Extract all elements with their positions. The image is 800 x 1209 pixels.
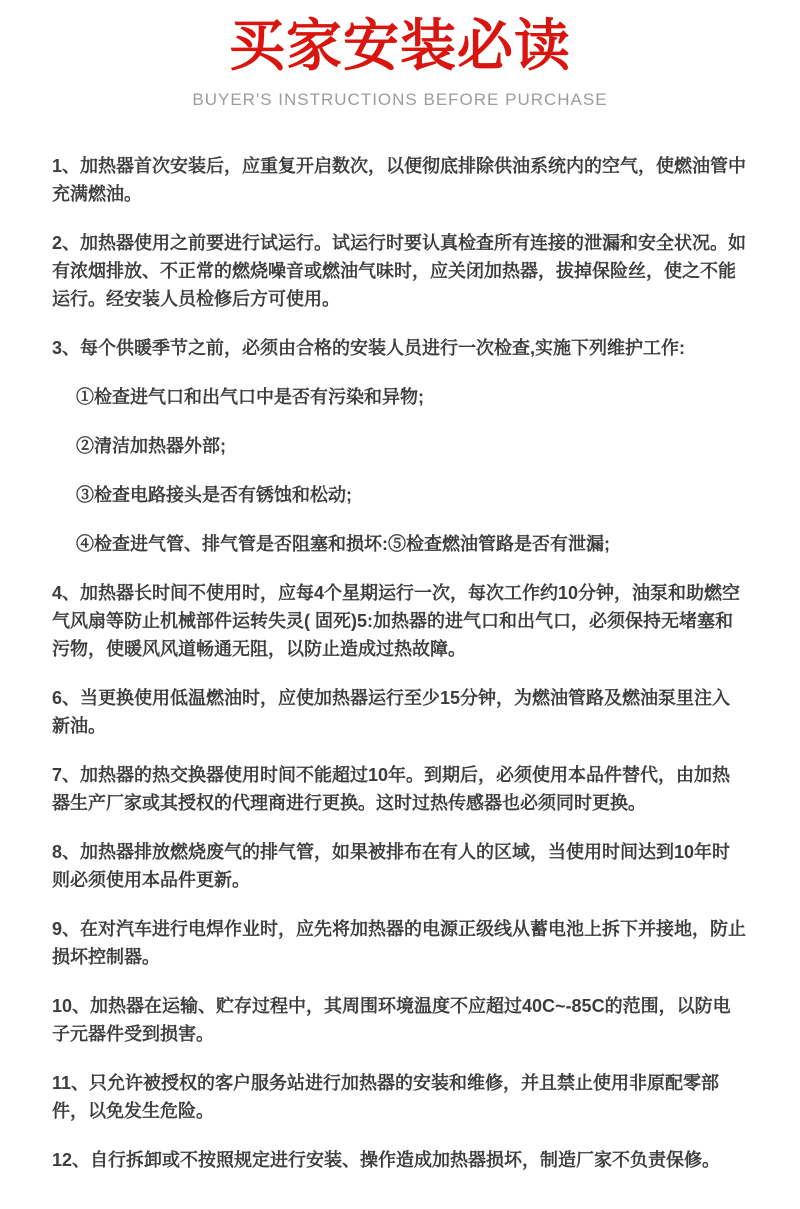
document-header — [0, 0, 800, 110]
page-title: 买家安装必读 — [229, 14, 571, 77]
instruction-item: 1、加热器首次安装后，应重复开启数次，以便彻底排除供油系统内的空气，使燃油管中充满燃油。 — [52, 156, 747, 204]
instruction-item: 12、自行拆卸或不按照规定进行安装、操作造成加热器损坏，制造厂家不负责保修。 — [52, 1150, 721, 1170]
instruction-item: 9、在对汽车进行电焊作业时，应先将加热器的电源正级线从蓄电池上拆下并接地，防止损坏控制器。 — [52, 919, 747, 967]
instruction-item: 3、每个供暖季节之前，必须由合格的安装人员进行一次检查,实施下列维护工作: — [52, 338, 686, 358]
instruction-item: 4、加热器长时间不使用时，应每4个星期运行一次，每次工作约10分钟，油泵和助燃空气风扇等防止机械部件运转失灵( 固死)5:加热器的进气口和出气口，必须保持无堵塞和污物，使暖风风道畅通无阻，以防止造成过热故障。 — [52, 583, 741, 659]
instruction-item: 6、当更换使用低温燃油时，应使加热器运行至少15分钟，为燃油管路及燃油泵里注入新油。 — [52, 688, 731, 736]
page-subtitle: BUYER'S INSTRUCTIONS BEFORE PURCHASE — [192, 90, 608, 109]
sub-instruction-item: ②清洁加热器外部; — [76, 436, 226, 456]
sub-instruction-item: ④检查进气管、排气管是否阻塞和损坏:⑤检查燃油管路是否有泄漏; — [76, 534, 610, 554]
instruction-item: 8、加热器排放燃烧废气的排气管，如果被排布在有人的区域，当使用时间达到10年时则必须使用本品件更新。 — [52, 842, 731, 890]
instructions-list — [0, 110, 800, 1174]
sub-instruction-item: ①检查进气口和出气口中是否有污染和异物; — [76, 387, 424, 407]
instruction-item: 10、加热器在运输、贮存过程中，其周围环境温度不应超过40C~-85C的范围，以防电子元器件受到损害。 — [52, 996, 731, 1044]
instruction-item: 2、加热器使用之前要进行试运行。试运行时要认真检查所有连接的泄漏和安全状况。如有浓烟排放、不正常的燃烧噪音或燃油气味时，应关闭加热器，拔掉保险丝，使之不能运行。经安装人员检修后方可使用。 — [52, 233, 747, 309]
instruction-item: 11、只允许被授权的客户服务站进行加热器的安装和维修，并且禁止使用非原配零部件，以免发生危险。 — [52, 1073, 720, 1121]
instruction-item: 7、加热器的热交换器使用时间不能超过10年。到期后，必须使用本品件替代，由加热器生产厂家或其授权的代理商进行更换。这时过热传感器也必须同时更换。 — [52, 765, 731, 813]
sub-instruction-item: ③检查电路接头是否有锈蚀和松动; — [76, 485, 352, 505]
